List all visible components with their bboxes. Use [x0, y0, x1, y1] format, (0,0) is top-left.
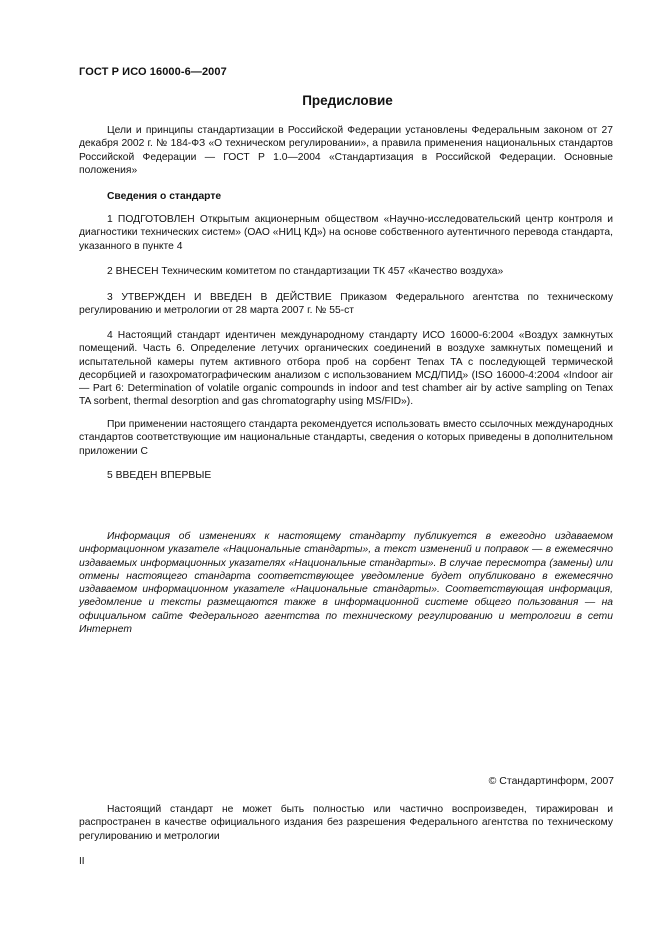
- copyright-line: © Стандартинформ, 2007: [488, 775, 614, 787]
- legal-paragraph: Настоящий стандарт не может быть полностью или частично воспроизведен, тиражирован и распространен в качестве официального издания без разрешения Федерального агентства по техническому регулированию и метрологии: [79, 804, 613, 842]
- item-2-paragraph: 2 ВНЕСЕН Техническим комитетом по стандартизации ТК 457 «Качество воздуха»: [107, 266, 504, 277]
- item-4-note-paragraph: При применении настоящего стандарта рекомендуется использовать вместо ссылочных международных стандартов соответствующие им национальные стандарты, сведения о которых приведены в дополнительном приложении С: [79, 419, 613, 457]
- page-number: II: [79, 856, 85, 867]
- intro-paragraph: Цели и принципы стандартизации в Российской Федерации установлены Федеральным законом от 27 декабря 2002 г. № 184-ФЗ «О техническом регулировании», а правила применения национальных стандартов Российской Федерации — ГОСТ Р 1.0—2004 «Стандартизация в Российской Федерации. Основные положения»: [79, 125, 613, 176]
- item-1-paragraph: 1 ПОДГОТОВЛЕН Открытым акционерным обществом «Научно-исследовательский центр контроля и диагностики технических систем» (ОАО «НИЦ КД») на основе собственного аутентичного перевода стандарта, указанного в пункте 4: [79, 214, 613, 252]
- section-heading: Сведения о стандарте: [107, 191, 222, 202]
- item-4-paragraph: 4 Настоящий стандарт идентичен международному стандарту ИСО 16000-6:2004 «Воздух замкнутых помещений. Часть 6. Определение летучих органических соединений в воздухе замкнутых помещений и испытательной камеры путем активного отбора проб на сорбент Tenax TA с последующей термической десорбцией и газохроматографическим анализом с использованием МСД/ПИД» (ISO 16000-4:2004 «Indoor air — Part 6: Determination of volatile organic compounds in indoor and test chamber air by active sampling on Tenax TA sorbent, thermal desorption and gas chromatography using MS/FID»).: [79, 330, 613, 408]
- notice-paragraph: Информация об изменениях к настоящему стандарту публикуется в ежегодно издаваемом информационном указателе «Национальные стандарты», а текст изменений и поправок — в ежемесячно издаваемых информационных указателях «Национальные стандарты». В случае пересмотра (замены) или отмены настоящего стандарта соответствующее уведомление будет опубликовано в ежемесячно издаваемом информационном указателе «Национальные стандарты». Соответствующая информация, уведомление и тексты размещаются также в информационной системе общего пользования — на официальном сайте Федерального агентства по техническому регулированию и метрологии в сети Интернет: [79, 531, 613, 636]
- page-title: Предисловие: [302, 93, 393, 108]
- document-header: ГОСТ Р ИСО 16000-6—2007: [79, 66, 227, 78]
- item-5-paragraph: 5 ВВЕДЕН ВПЕРВЫЕ: [107, 470, 212, 481]
- item-3-paragraph: 3 УТВЕРЖДЕН И ВВЕДЕН В ДЕЙСТВИЕ Приказом Федерального агентства по техническому регулированию и метрологии от 28 марта 2007 г. № 55-ст: [79, 292, 613, 317]
